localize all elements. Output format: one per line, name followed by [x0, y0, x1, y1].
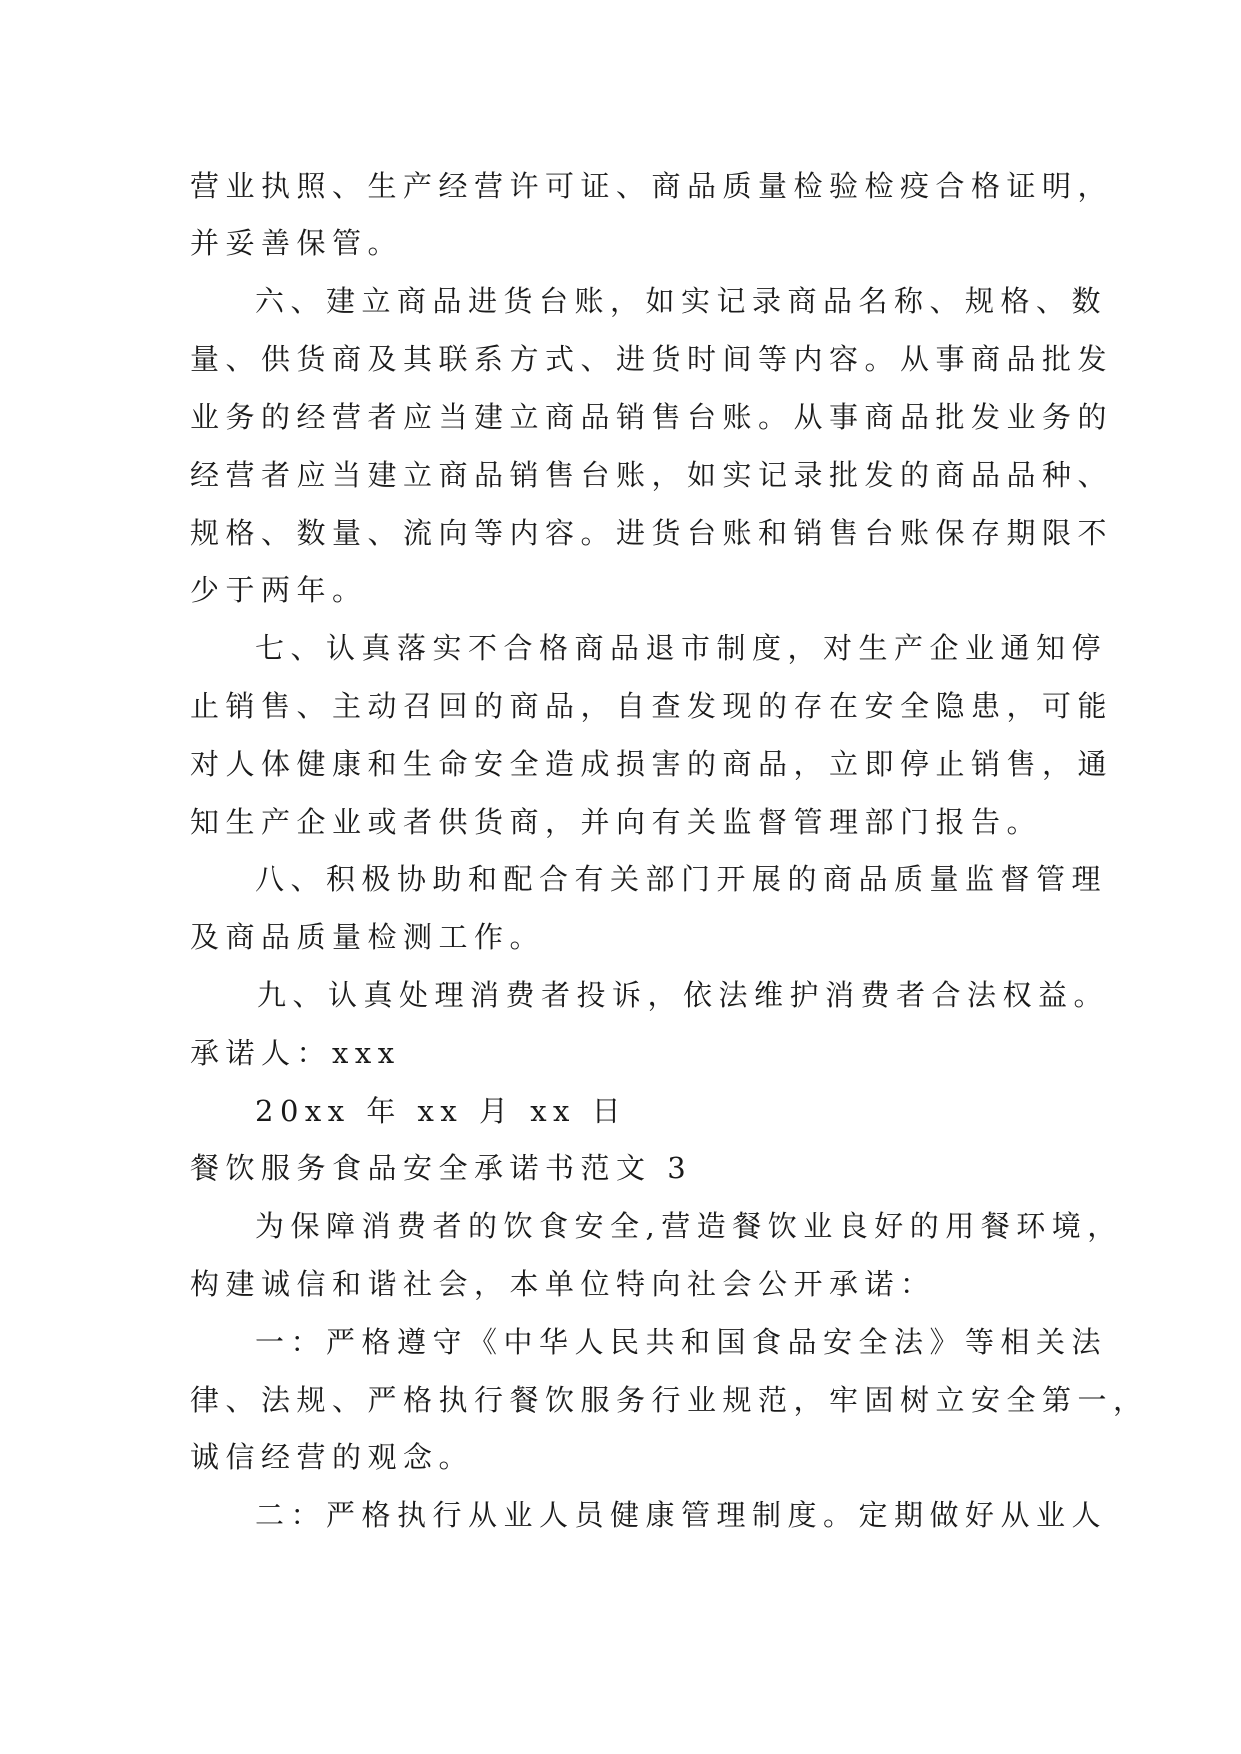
- text-line: 少于两年。: [190, 573, 368, 607]
- text-line: 及商品质量检测工作。: [190, 920, 546, 954]
- section-title: 餐饮服务食品安全承诺书范文 3: [190, 1151, 693, 1185]
- date-line: 20xx 年 xx 月 xx 日: [255, 1094, 628, 1128]
- text-line: 量、供货商及其联系方式、进货时间等内容。从事商品批发: [190, 342, 1114, 376]
- text-line: 止销售、主动召回的商品，自查发现的存在安全隐患，可能: [190, 689, 1114, 723]
- text-line: 对人体健康和生命安全造成损害的商品，立即停止销售，通: [190, 747, 1114, 781]
- signatory-line: 承诺人：xxx: [190, 1036, 401, 1070]
- text-line: 为保障消费者的饮食安全,营造餐饮业良好的用餐环境，: [255, 1209, 1123, 1243]
- text-line: 构建诚信和谐社会，本单位特向社会公开承诺：: [190, 1267, 936, 1301]
- text-line: 业务的经营者应当建立商品销售台账。从事商品批发业务的: [190, 400, 1114, 434]
- text-line: 八、积极协助和配合有关部门开展的商品质量监督管理: [255, 862, 1108, 896]
- text-line: 知生产企业或者供货商，并向有关监督管理部门报告。: [190, 805, 1043, 839]
- text-line: 一：严格遵守《中华人民共和国食品安全法》等相关法: [255, 1325, 1108, 1359]
- text-line: 诚信经营的观念。: [190, 1440, 475, 1474]
- text-line: 二：严格执行从业人员健康管理制度。定期做好从业人: [255, 1498, 1108, 1532]
- text-line: 七、认真落实不合格商品退市制度，对生产企业通知停: [255, 631, 1108, 665]
- text-line: 规格、数量、流向等内容。进货台账和销售台账保存期限不: [190, 516, 1114, 550]
- text-line: 经营者应当建立商品销售台账，如实记录批发的商品品种、: [190, 458, 1114, 492]
- text-line: 并妥善保管。: [190, 226, 404, 260]
- text-line: 九、认真处理消费者投诉，依法维护消费者合法权益。: [257, 978, 1110, 1012]
- text-line: 六、建立商品进货台账，如实记录商品名称、规格、数: [255, 284, 1108, 318]
- text-line: 律、法规、严格执行餐饮服务行业规范，牢固树立安全第一，: [190, 1383, 1149, 1417]
- text-line: 营业执照、生产经营许可证、商品质量检验检疫合格证明，: [190, 169, 1114, 203]
